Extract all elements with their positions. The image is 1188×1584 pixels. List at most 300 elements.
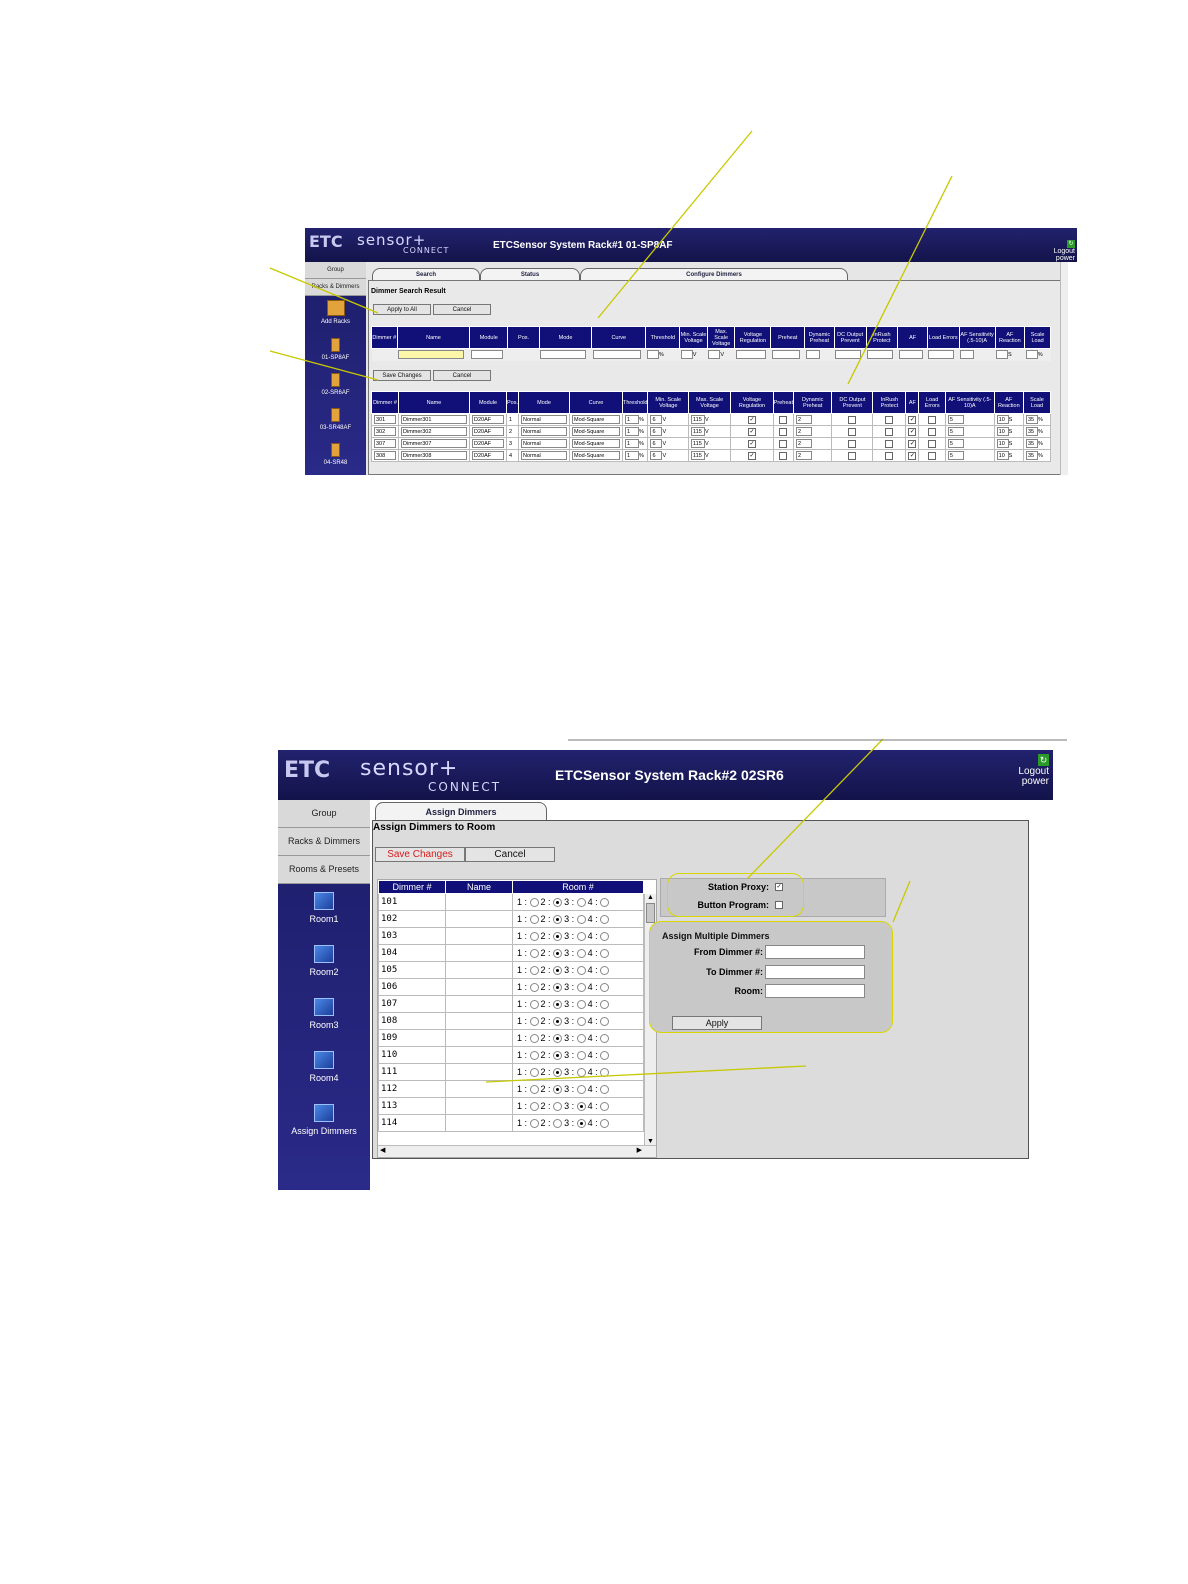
load-checkbox[interactable]: [928, 452, 936, 460]
cancel-button[interactable]: Cancel: [465, 847, 555, 862]
tab-status[interactable]: Status: [480, 268, 580, 281]
room-radio[interactable]: [530, 949, 539, 958]
vertical-scrollbar[interactable]: [1060, 262, 1068, 475]
room-radio[interactable]: [577, 1119, 586, 1128]
room-radio[interactable]: [600, 1034, 609, 1043]
sens-input[interactable]: 5: [948, 439, 964, 448]
room-radio[interactable]: [600, 983, 609, 992]
table-row: [379, 1064, 644, 1081]
dimmer-number: 113: [379, 1098, 446, 1115]
room-radio[interactable]: [530, 1119, 539, 1128]
dimmer-number: 111: [379, 1064, 446, 1081]
col-header: Room #: [513, 881, 644, 894]
room-radio[interactable]: [577, 932, 586, 941]
room-radio[interactable]: [600, 949, 609, 958]
name-input-all[interactable]: [398, 350, 464, 359]
dimmer-input[interactable]: 301: [374, 415, 396, 424]
col-header: AF: [906, 392, 919, 414]
load-errors-select-all[interactable]: [928, 350, 954, 359]
apply-all-table: [371, 326, 1051, 361]
scale-input[interactable]: 35: [1026, 415, 1038, 424]
pos-cell: 1: [507, 414, 519, 426]
room-radio[interactable]: [577, 1034, 586, 1043]
table-row: [372, 438, 1051, 450]
table-row: [372, 450, 1051, 462]
preheat-select-all[interactable]: [772, 350, 800, 359]
name-input[interactable]: Dimmer302: [401, 427, 467, 436]
sens-input[interactable]: 5: [948, 415, 964, 424]
dc-select-all[interactable]: [835, 350, 861, 359]
vreg-checkbox[interactable]: ✓: [749, 416, 755, 423]
room-radio-label: 3 :: [564, 1100, 575, 1111]
dimmer-number: 107: [379, 996, 446, 1013]
inrush-checkbox[interactable]: [885, 440, 893, 448]
room-radio-label: 1 :: [517, 913, 528, 924]
room-radio-group: [513, 996, 644, 1013]
min-input[interactable]: 6: [650, 427, 662, 436]
table-row: [379, 894, 644, 911]
room-radio[interactable]: [530, 898, 539, 907]
dimmer-input[interactable]: 302: [374, 427, 396, 436]
module-select-all[interactable]: [471, 350, 503, 359]
room-radio[interactable]: [553, 1068, 562, 1077]
room-radio[interactable]: [530, 1102, 539, 1111]
room-radio[interactable]: [530, 932, 539, 941]
mode-select[interactable]: Normal: [521, 427, 567, 436]
col-header: AF Reaction: [994, 392, 1023, 414]
name-cell[interactable]: [446, 1098, 513, 1115]
sidebar-item-room2[interactable]: [278, 945, 370, 977]
room-radio[interactable]: [577, 1085, 586, 1094]
cancel-button[interactable]: Cancel: [433, 304, 491, 315]
react-input[interactable]: 10: [997, 439, 1009, 448]
brand-sub: CONNECT: [428, 780, 502, 794]
react-input[interactable]: 10: [997, 415, 1009, 424]
scale-load-input-all[interactable]: [1026, 350, 1038, 359]
name-cell[interactable]: [446, 945, 513, 962]
mode-select[interactable]: Normal: [521, 451, 567, 460]
inrush-select-all[interactable]: [867, 350, 893, 359]
tab-search[interactable]: Search: [372, 268, 480, 281]
sidebar-item-label: Room2: [309, 967, 339, 977]
room-radio-label: 2 :: [540, 896, 551, 907]
name-cell[interactable]: [446, 996, 513, 1013]
col-header: Curve: [570, 392, 623, 414]
name-input[interactable]: Dimmer308: [401, 451, 467, 460]
room-radio[interactable]: [530, 1068, 539, 1077]
max-input[interactable]: 115: [691, 427, 705, 436]
sens-input[interactable]: 5: [948, 451, 964, 460]
inrush-checkbox[interactable]: [885, 452, 893, 460]
table-row: [379, 1013, 644, 1030]
from-dimmer-label: From Dimmer #:: [693, 947, 763, 957]
assign-multiple-title: Assign Multiple Dimmers: [662, 931, 770, 941]
assign-table-wrap: [377, 879, 657, 1158]
sidebar-item-room1[interactable]: [278, 892, 370, 924]
tab-panel: [368, 280, 1068, 475]
room-radio[interactable]: [600, 1119, 609, 1128]
room-radio-group: [513, 911, 644, 928]
dc-checkbox[interactable]: [848, 416, 856, 424]
room-radio-label: 2 :: [540, 1066, 551, 1077]
room-radio[interactable]: [553, 1102, 562, 1111]
dyn-input[interactable]: 2: [796, 451, 812, 460]
station-proxy-label: Station Proxy:: [707, 882, 769, 892]
room-radio[interactable]: [553, 949, 562, 958]
sidebar-item-label: 03-SR48AF: [319, 425, 352, 431]
room-radio[interactable]: [600, 1051, 609, 1060]
button-program-label: Button Program:: [697, 900, 769, 910]
table-row: [379, 979, 644, 996]
dimmer-number: 112: [379, 1081, 446, 1098]
horizontal-scrollbar[interactable]: [378, 1145, 656, 1157]
preheat-checkbox[interactable]: [779, 440, 787, 448]
room-radio[interactable]: [577, 1102, 586, 1111]
sidebar-item-room4[interactable]: [278, 1051, 370, 1083]
name-cell[interactable]: [446, 979, 513, 996]
af-checkbox[interactable]: ✓: [909, 428, 915, 435]
sidebar-racks-dimmers[interactable]: Racks & Dimmers: [305, 279, 366, 296]
room-icon: [314, 892, 334, 910]
assign-table: [378, 880, 644, 1132]
room-radio[interactable]: [530, 1017, 539, 1026]
unit-label: S: [1008, 352, 1012, 359]
room-radio[interactable]: [600, 1068, 609, 1077]
sidebar-item-room3[interactable]: [278, 998, 370, 1030]
name-cell[interactable]: [446, 928, 513, 945]
racks-icon: [327, 300, 345, 316]
power-label: power: [1021, 776, 1049, 787]
col-header: Dynamic Preheat: [805, 327, 835, 349]
room-radio-label: 1 :: [517, 1049, 528, 1060]
room-radio-label: 4 :: [587, 1066, 598, 1077]
col-header: Pos.: [507, 392, 519, 414]
dc-checkbox[interactable]: [848, 452, 856, 460]
dc-checkbox[interactable]: [848, 440, 856, 448]
dimmer-input[interactable]: 307: [374, 439, 396, 448]
room-radio-label: 2 :: [540, 930, 551, 941]
room-radio-label: 4 :: [587, 930, 598, 941]
room-radio[interactable]: [553, 1119, 562, 1128]
col-header: Dynamic Preheat: [794, 392, 832, 414]
name-cell[interactable]: [446, 1030, 513, 1047]
top-screenshot: [305, 228, 1077, 475]
scroll-up-arrow[interactable]: ▲: [647, 894, 654, 901]
dimmer-number: 101: [379, 894, 446, 911]
room-radio[interactable]: [600, 932, 609, 941]
logout-link[interactable]: [1018, 754, 1049, 788]
name-cell[interactable]: [446, 1081, 513, 1098]
room-radio[interactable]: [577, 949, 586, 958]
room-radio[interactable]: [530, 1034, 539, 1043]
load-checkbox[interactable]: [928, 428, 936, 436]
vreg-checkbox[interactable]: ✓: [749, 452, 755, 459]
apply-button[interactable]: Apply: [672, 1016, 762, 1030]
sidebar-item-rack4[interactable]: [305, 443, 366, 466]
curve-select[interactable]: Mod-Square: [572, 439, 620, 448]
sidebar: [278, 800, 370, 1190]
sidebar-item-rack2[interactable]: [305, 373, 366, 396]
room-radio-label: 3 :: [564, 998, 575, 1009]
curve-select[interactable]: Mod-Square: [572, 451, 620, 460]
room-radio[interactable]: [600, 1017, 609, 1026]
room-radio[interactable]: [530, 966, 539, 975]
room-icon: [314, 998, 334, 1016]
threshold-input[interactable]: 1: [625, 439, 639, 448]
min-input[interactable]: 6: [650, 451, 662, 460]
room-radio[interactable]: [577, 1068, 586, 1077]
room-radio-label: 4 :: [587, 998, 598, 1009]
room-radio-group: [513, 1047, 644, 1064]
room-radio-label: 4 :: [587, 1100, 598, 1111]
col-header: Load Errors: [927, 327, 959, 349]
scale-input[interactable]: 35: [1026, 451, 1038, 460]
from-dimmer-input[interactable]: [765, 945, 865, 959]
unit-label: V: [662, 452, 667, 459]
room-radio[interactable]: [600, 1102, 609, 1111]
sidebar-racks-dimmers[interactable]: Racks & Dimmers: [278, 828, 370, 856]
table-row: [379, 1115, 644, 1132]
logout-link[interactable]: [1054, 240, 1075, 263]
col-header: Dimmer #: [372, 392, 399, 414]
room-radio-label: 1 :: [517, 896, 528, 907]
sidebar-group[interactable]: Group: [278, 800, 370, 828]
max-voltage-input-all[interactable]: [708, 350, 720, 359]
brand-logo: sensor+: [360, 756, 459, 781]
min-input[interactable]: 6: [650, 439, 662, 448]
load-checkbox[interactable]: [928, 416, 936, 424]
name-cell[interactable]: [446, 1013, 513, 1030]
sidebar-item-rack3[interactable]: [305, 408, 366, 431]
room-radio[interactable]: [553, 1034, 562, 1043]
table-row: [379, 911, 644, 928]
sidebar-item-add-racks[interactable]: [305, 300, 366, 325]
room-radio[interactable]: [600, 915, 609, 924]
room-radio[interactable]: [600, 1000, 609, 1009]
preheat-checkbox[interactable]: [779, 428, 787, 436]
room-radio[interactable]: [553, 966, 562, 975]
curve-select[interactable]: Mod-Square: [572, 427, 620, 436]
sidebar-group[interactable]: Group: [305, 262, 366, 279]
room-radio[interactable]: [600, 898, 609, 907]
room-radio-group: [513, 1064, 644, 1081]
room-input[interactable]: [765, 984, 865, 998]
threshold-input-all[interactable]: [647, 350, 659, 359]
name-cell[interactable]: [446, 894, 513, 911]
af-select-all[interactable]: [899, 350, 923, 359]
header-bar: [305, 228, 1077, 262]
name-cell[interactable]: [446, 962, 513, 979]
sidebar-rooms-presets[interactable]: Rooms & Presets: [278, 856, 370, 884]
tab-assign-dimmers[interactable]: Assign Dimmers: [375, 802, 547, 821]
rack-icon: [331, 443, 340, 457]
unit-label: %: [639, 440, 644, 447]
col-header: AF Sensitivity (.5-10)A: [945, 392, 994, 414]
scroll-left-arrow[interactable]: ◀: [380, 1147, 386, 1154]
col-header: Mode: [539, 327, 591, 349]
scroll-down-arrow[interactable]: ▼: [647, 1138, 654, 1145]
logout-label: Logout: [1018, 765, 1049, 777]
col-header: Max. Scale Voltage: [689, 392, 731, 414]
room-radio[interactable]: [553, 1085, 562, 1094]
room-radio-group: [513, 979, 644, 996]
max-input[interactable]: 115: [691, 439, 705, 448]
col-header: InRush Protect: [873, 392, 906, 414]
max-input[interactable]: 115: [691, 415, 705, 424]
room-radio[interactable]: [553, 898, 562, 907]
room-radio-label: 3 :: [564, 1117, 575, 1128]
scale-input[interactable]: 35: [1026, 427, 1038, 436]
cancel-button-2[interactable]: Cancel: [433, 370, 491, 381]
dimmer-number: 114: [379, 1115, 446, 1132]
room-radio-group: [513, 1030, 644, 1047]
room-radio[interactable]: [530, 1000, 539, 1009]
room-radio[interactable]: [577, 915, 586, 924]
vreg-checkbox[interactable]: ✓: [749, 428, 755, 435]
main-content: [366, 262, 1068, 475]
power-icon: ↻: [1039, 755, 1048, 765]
min-voltage-input-all[interactable]: [681, 350, 693, 359]
name-input[interactable]: Dimmer307: [401, 439, 467, 448]
react-input[interactable]: 10: [997, 451, 1009, 460]
inrush-checkbox[interactable]: [885, 428, 893, 436]
unit-label: S: [1008, 416, 1013, 423]
module-select[interactable]: D20AF: [472, 427, 504, 436]
room-radio-label: 3 :: [564, 947, 575, 958]
room-radio[interactable]: [600, 1085, 609, 1094]
mode-select[interactable]: Normal: [521, 415, 567, 424]
unit-label: %: [639, 452, 644, 459]
sidebar-item-label: Assign Dimmers: [291, 1126, 357, 1136]
af-checkbox[interactable]: ✓: [909, 416, 915, 423]
room-radio[interactable]: [530, 983, 539, 992]
room-radio-label: 4 :: [587, 964, 598, 975]
room-radio[interactable]: [530, 1085, 539, 1094]
room-radio[interactable]: [577, 966, 586, 975]
room-radio-label: 2 :: [540, 1083, 551, 1094]
room-radio[interactable]: [530, 915, 539, 924]
room-radio[interactable]: [577, 1051, 586, 1060]
sidebar: [305, 262, 366, 475]
threshold-input[interactable]: 1: [625, 415, 639, 424]
tab-configure-dimmers[interactable]: Configure Dimmers: [580, 268, 848, 281]
room-radio-label: 2 :: [540, 1117, 551, 1128]
dc-checkbox[interactable]: [848, 428, 856, 436]
dimmer-number: 102: [379, 911, 446, 928]
name-cell[interactable]: [446, 1064, 513, 1081]
scroll-thumb[interactable]: [646, 903, 655, 923]
name-cell[interactable]: [446, 1115, 513, 1132]
module-select[interactable]: D20AF: [472, 439, 504, 448]
col-header: Load Errors: [919, 392, 946, 414]
room-radio-label: 4 :: [587, 947, 598, 958]
mode-select-all[interactable]: [540, 350, 586, 359]
col-header: Pos.: [508, 327, 540, 349]
react-input[interactable]: 10: [997, 427, 1009, 436]
module-select[interactable]: D20AF: [472, 415, 504, 424]
room-radio-label: 2 :: [540, 913, 551, 924]
room-radio[interactable]: [553, 1000, 562, 1009]
unit-label: V: [705, 428, 709, 435]
room-radio-label: 3 :: [564, 930, 575, 941]
dyn-input[interactable]: 2: [796, 415, 812, 424]
room-radio-label: 2 :: [540, 1032, 551, 1043]
inrush-checkbox[interactable]: [885, 416, 893, 424]
sidebar-item-assign-dimmers[interactable]: [278, 1104, 370, 1136]
name-cell[interactable]: [446, 911, 513, 928]
col-header: Threshold: [623, 392, 648, 414]
sidebar-item-rack1[interactable]: [305, 338, 366, 361]
room-radio[interactable]: [553, 1051, 562, 1060]
threshold-input[interactable]: 1: [625, 427, 639, 436]
room-radio[interactable]: [553, 915, 562, 924]
room-radio[interactable]: [600, 966, 609, 975]
col-header: DC Output Prevent: [832, 392, 873, 414]
dimmer-input[interactable]: 308: [374, 451, 396, 460]
preheat-checkbox[interactable]: [779, 416, 787, 424]
room-radio[interactable]: [577, 1017, 586, 1026]
curve-select-all[interactable]: [593, 350, 641, 359]
curve-select[interactable]: Mod-Square: [572, 415, 620, 424]
sensitivity-input-all[interactable]: [960, 350, 974, 359]
room-radio[interactable]: [577, 898, 586, 907]
scroll-right-arrow[interactable]: ▶: [636, 1147, 642, 1154]
module-select[interactable]: D20AF: [472, 451, 504, 460]
button-program-checkbox[interactable]: [775, 901, 783, 909]
room-radio-label: 4 :: [587, 1032, 598, 1043]
room-radio[interactable]: [577, 1000, 586, 1009]
min-input[interactable]: 6: [650, 415, 662, 424]
scale-input[interactable]: 35: [1026, 439, 1038, 448]
preheat-checkbox[interactable]: [779, 452, 787, 460]
apply-to-all-button[interactable]: Apply to All: [373, 304, 431, 315]
sidebar-item-label: 02-SR6AF: [321, 390, 350, 396]
dyn-input[interactable]: 2: [796, 427, 812, 436]
mode-select[interactable]: Normal: [521, 439, 567, 448]
unit-label: %: [639, 428, 644, 435]
dimmer-number: 103: [379, 928, 446, 945]
room-radio[interactable]: [553, 932, 562, 941]
dyn-preheat-input-all[interactable]: [806, 350, 820, 359]
save-changes-button[interactable]: Save Changes: [373, 370, 431, 381]
room-radio[interactable]: [577, 983, 586, 992]
af-checkbox[interactable]: ✓: [909, 452, 915, 459]
vreg-select-all[interactable]: [736, 350, 766, 359]
room-radio[interactable]: [553, 983, 562, 992]
save-changes-button[interactable]: Save Changes: [375, 847, 465, 862]
af-checkbox[interactable]: ✓: [909, 440, 915, 447]
load-checkbox[interactable]: [928, 440, 936, 448]
to-dimmer-input[interactable]: [765, 965, 865, 979]
unit-label: V: [662, 440, 667, 447]
unit-label: S: [1008, 440, 1013, 447]
room-radio[interactable]: [530, 1051, 539, 1060]
vreg-checkbox[interactable]: ✓: [749, 440, 755, 447]
reaction-input-all[interactable]: [996, 350, 1008, 359]
room-radio[interactable]: [553, 1017, 562, 1026]
room-radio-label: 1 :: [517, 1015, 528, 1026]
threshold-input[interactable]: 1: [625, 451, 639, 460]
name-input[interactable]: Dimmer301: [401, 415, 467, 424]
name-cell[interactable]: [446, 1047, 513, 1064]
max-input[interactable]: 115: [691, 451, 705, 460]
unit-label: %: [1037, 428, 1043, 435]
sens-input[interactable]: 5: [948, 427, 964, 436]
room-radio-label: 4 :: [587, 1083, 598, 1094]
unit-label: V: [692, 352, 697, 359]
station-proxy-checkbox[interactable]: ✓: [776, 884, 782, 890]
dyn-input[interactable]: 2: [796, 439, 812, 448]
